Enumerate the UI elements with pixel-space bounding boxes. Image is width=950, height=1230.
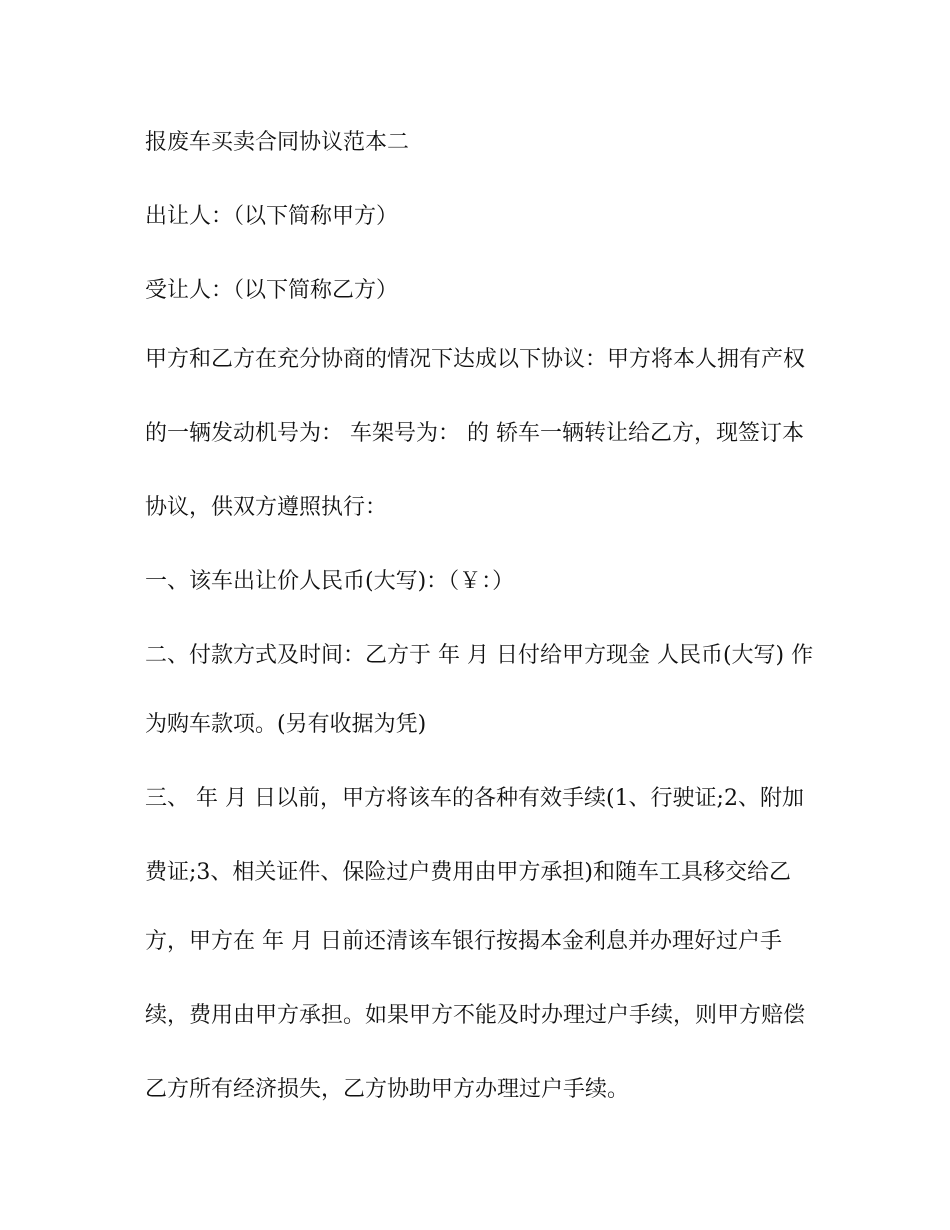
- text-line: 二、付款方式及时间：乙方于 年 月 日付给甲方现金 人民币(大写) 作: [145, 643, 814, 668]
- text-line: 费证;3、相关证件、保险过户费用由甲方承担)和随车工具移交给乙: [145, 860, 791, 885]
- text-line: 续，费用由甲方承担。如果甲方不能及时办理过户手续，则甲方赔偿: [145, 1003, 806, 1028]
- text-line: 为购车款项。(另有收据为凭): [145, 712, 427, 737]
- text-line: 出让人：（以下简称甲方）: [145, 204, 399, 229]
- text-line: 方，甲方在 年 月 日前还清该车银行按揭本金利息并办理好过户手: [145, 929, 782, 954]
- text-line: 乙方所有经济损失，乙方协助甲方办理过户手续。: [145, 1077, 630, 1102]
- text-line: 一、该车出让价人民币(大写)：（￥：）: [145, 569, 515, 594]
- text-line: 三、 年 月 日以前，甲方将该车的各种有效手续(1、行驶证;2、附加: [145, 786, 804, 811]
- text-line: 受让人：（以下简称乙方）: [145, 278, 399, 303]
- text-line: 甲方和乙方在充分协商的情况下达成以下协议：甲方将本人拥有产权: [145, 347, 806, 372]
- document-title: 报废车买卖合同协议范本二: [145, 130, 410, 155]
- text-line: 协议，供双方遵照执行：: [145, 495, 388, 520]
- text-line: 的一辆发动机号为： 车架号为： 的 轿车一辆转让给乙方，现签订本: [145, 421, 804, 446]
